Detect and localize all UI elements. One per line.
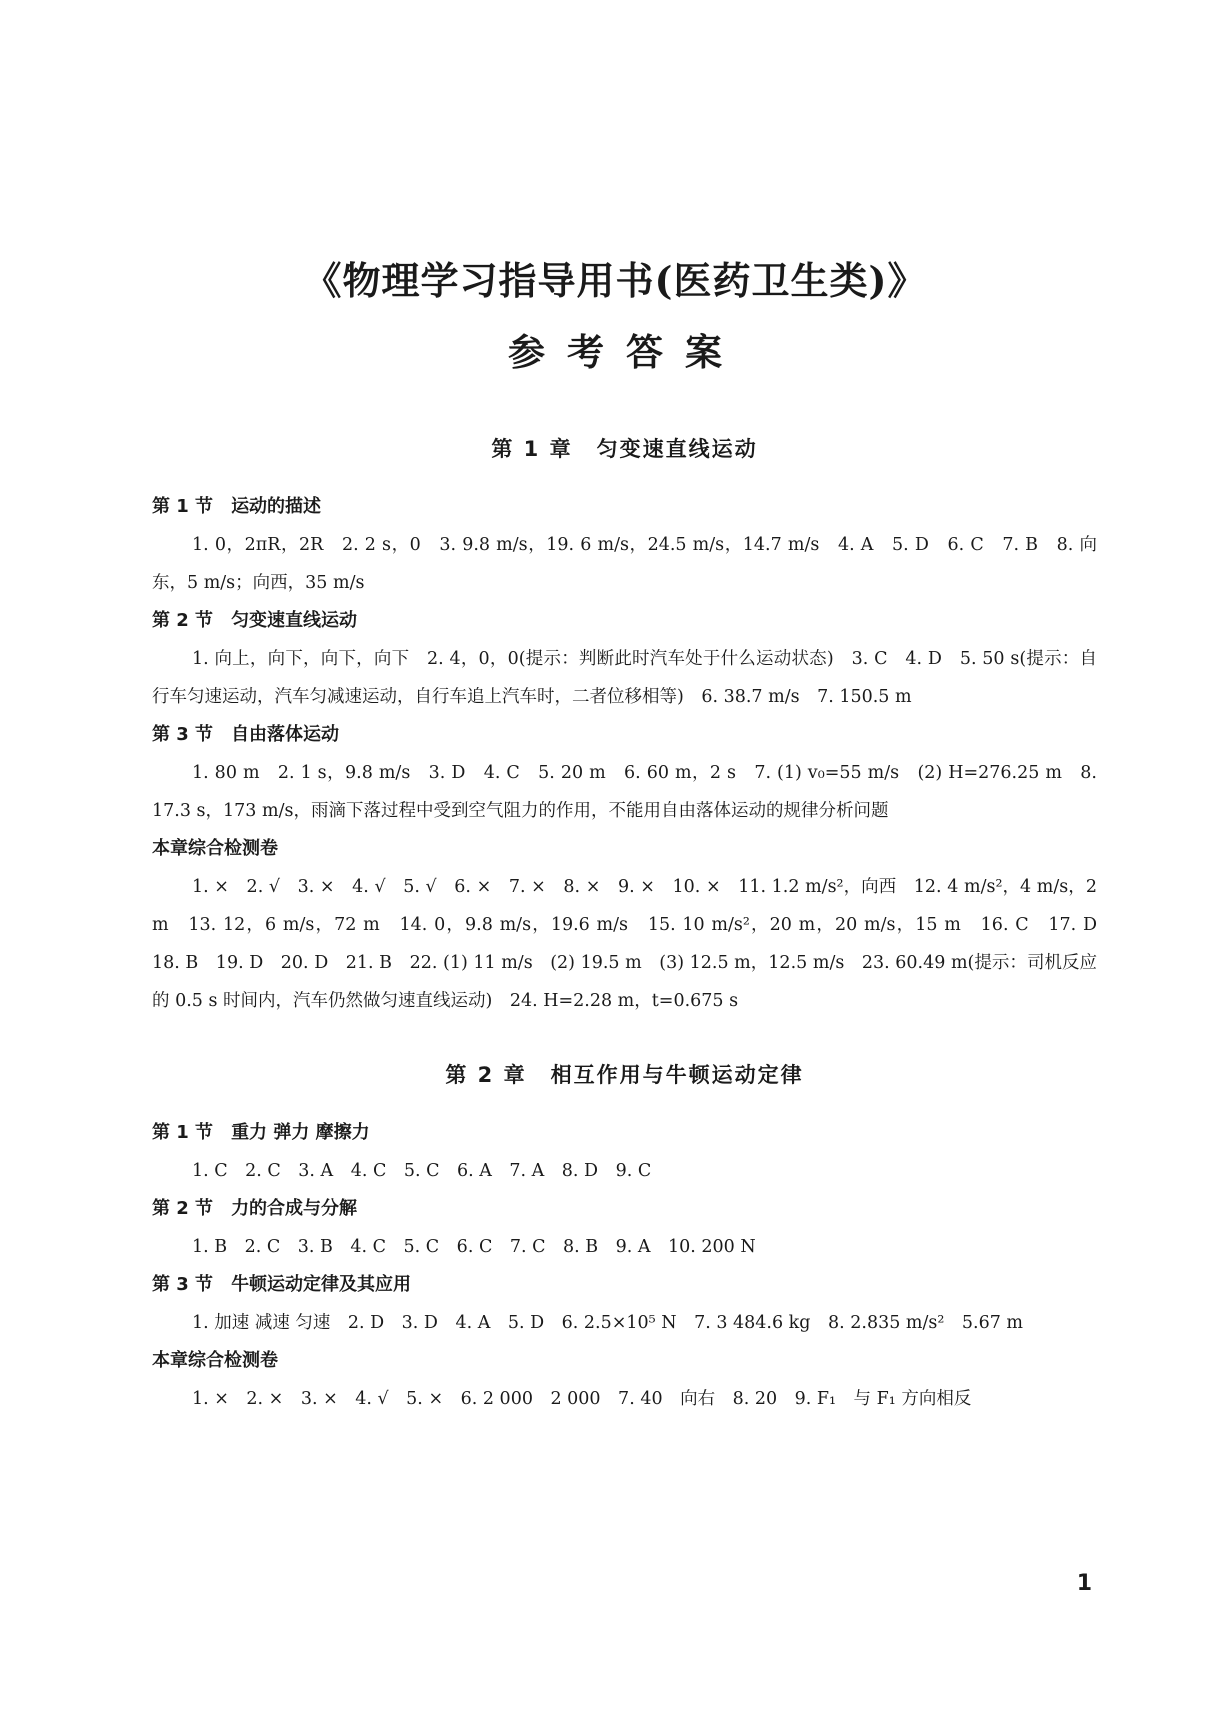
- section-heading: [152, 1342, 1097, 1380]
- section-answers: 1. 加速 减速 匀速 2. D 3. D 4. A 5. D 6. 2.5×10⁵ N 7. 3 484.6 kg 8. 2.835 m/s² 5.67 m: [192, 1313, 1024, 1333]
- section-heading: [152, 1114, 1097, 1152]
- document-subtitle: 参考答案: [508, 330, 744, 374]
- section-answers: 1. × 2. × 3. × 4. √ 5. × 6. 2 000 2 000 7. 40 向右 8. 20 9. F₁ 与 F₁ 方向相反: [192, 1389, 972, 1409]
- section-answers: 1. 0，2πR，2R 2. 2 s，0 3. 9.8 m/s，19. 6 m/s，24.5 m/s，14.7 m/s 4. A 5. D 6. C 7. B 8. 向东，5 m/s；向西，35 m/s: [152, 535, 1097, 593]
- section-answers: 1. 80 m 2. 1 s，9.8 m/s 3. D 4. C 5. 20 m 6. 60 m，2 s 7. (1) v₀=55 m/s (2) H=276.25 m 8. 17.3 s，173 m/s，雨滴下落过程中受到空气阻力的作用，不能用自由落体运动的规律分析问题: [152, 763, 1097, 821]
- section-name: 自由落体运动: [231, 724, 340, 745]
- section-heading: [152, 716, 1097, 754]
- chapter-heading: [152, 1058, 1097, 1092]
- section-name: 本章综合检测卷: [152, 1350, 278, 1371]
- section-name: 牛顿运动定律及其应用: [231, 1274, 412, 1295]
- section-heading: [152, 830, 1097, 868]
- answer-content: [152, 432, 1115, 1418]
- section-answers: 1. C 2. C 3. A 4. C 5. C 6. A 7. A 8. D 9. C: [192, 1161, 652, 1181]
- section-number: 第 1 节: [152, 496, 214, 517]
- section-heading: [152, 1266, 1097, 1304]
- chapter-name: 匀变速直线运动: [596, 437, 758, 461]
- section-name: 匀变速直线运动: [231, 610, 358, 631]
- section-answers: 1. 向上，向下，向下，向下 2. 4，0，0(提示：判断此时汽车处于什么运动状态) 3. C 4. D 5. 50 s(提示：自行车匀速运动，汽车匀减速运动，自行车追上汽车时，二者位移相等) 6. 38.7 m/s 7. 150.5 m: [152, 649, 1097, 707]
- section-number: 第 3 节: [152, 1274, 214, 1295]
- section-number: 第 2 节: [152, 1198, 214, 1219]
- document-title: 《物理学习指导用书(医药卫生类)》: [303, 258, 927, 303]
- page-number: 1: [1076, 1571, 1092, 1596]
- section-name: 运动的描述: [231, 496, 322, 517]
- chapter-number: 第 2 章: [445, 1063, 527, 1087]
- section-heading: [152, 602, 1097, 640]
- section-number: 第 3 节: [152, 724, 214, 745]
- section-name: 力的合成与分解: [231, 1198, 358, 1219]
- section-answers: 1. B 2. C 3. B 4. C 5. C 6. C 7. C 8. B 9. A 10. 200 N: [192, 1237, 756, 1257]
- section-name: 重力 弹力 摩擦力: [231, 1122, 370, 1143]
- section-name: 本章综合检测卷: [152, 838, 278, 859]
- section-heading: [152, 488, 1097, 526]
- section-answers: 1. × 2. √ 3. × 4. √ 5. √ 6. × 7. × 8. × 9. × 10. × 11. 1.2 m/s²，向西 12. 4 m/s²，4 m/s，2 m 13. 12，6 m/s，72 m 14. 0，9.8 m/s，19.6 m/s 15. 10 m/s²，20 m，20 m/s，15 m 16. C 17. D 18. B 19. D 20. D 21. B 22. (1) 11 m/s (2) 19.5 m (3) 12.5 m，12.5 m/s 23. 60.49 m(提示：司机反应的 0.5 s 时间内，汽车仍然做匀速直线运动) 24. H=2.28 m，t=0.675 s: [152, 877, 1115, 1011]
- section-number: 第 2 节: [152, 610, 214, 631]
- section-number: 第 1 节: [152, 1122, 214, 1143]
- chapter-heading: [152, 432, 1097, 466]
- section-heading: [152, 1190, 1097, 1228]
- chapter-number: 第 1 章: [491, 437, 573, 461]
- chapter-name: 相互作用与牛顿运动定律: [550, 1063, 804, 1087]
